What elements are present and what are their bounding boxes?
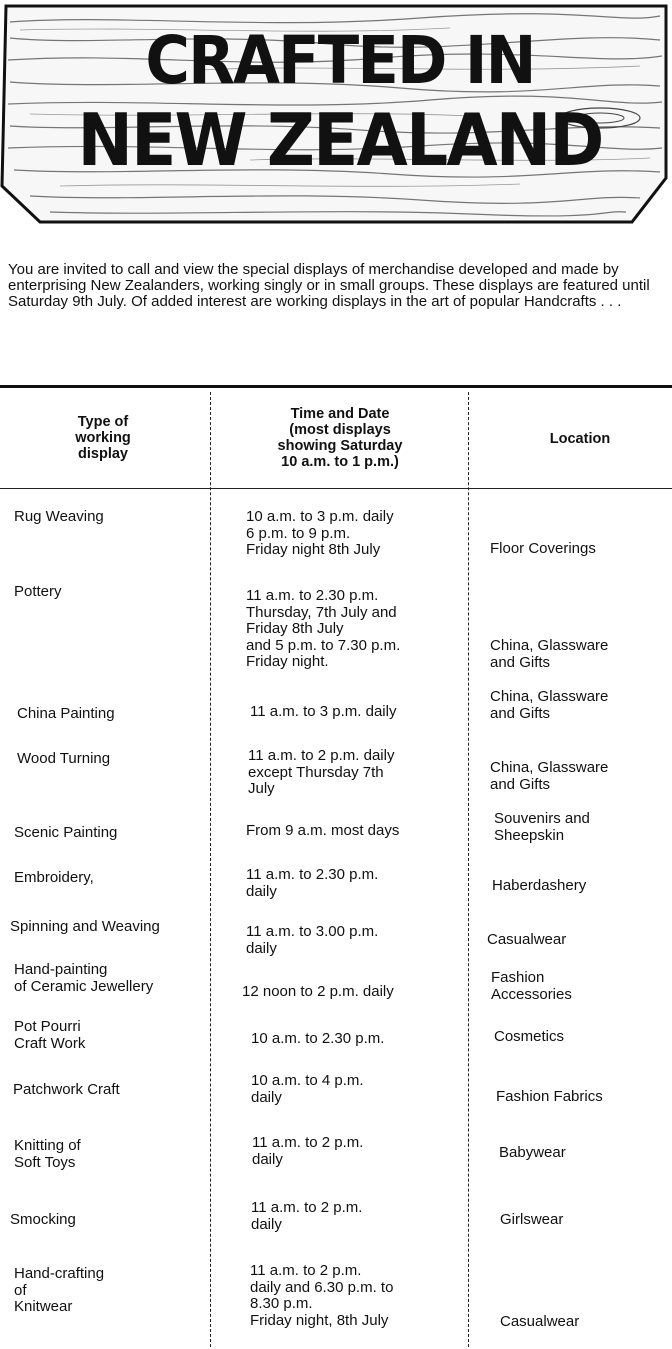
row-7-location: Casualwear [487,931,567,948]
row-8-location: Fashion Accessories [491,969,572,1003]
row-2-time: 11 a.m. to 2.30 p.m. Thursday, 7th July and Friday 8th July and 5 p.m. to 7.30 p.m. Friday night. [246,587,401,670]
row-11-location: Babywear [499,1144,566,1161]
header-location: Location [549,431,611,447]
row-6-type: Embroidery, [14,869,94,886]
row-12-time: 11 a.m. to 2 p.m. daily [251,1199,363,1233]
banner-title-line1: CRAFTED IN [145,22,535,99]
row-10-location: Fashion Fabrics [496,1088,603,1105]
row-4-time: 11 a.m. to 2 p.m. daily except Thursday 7th July [248,747,395,797]
table-top-rule [0,385,672,388]
row-12-type: Smocking [10,1211,76,1228]
row-7-type: Spinning and Weaving [10,918,160,935]
row-10-type: Patchwork Craft [13,1081,120,1098]
row-13-type: Hand-crafting of Knitwear [14,1265,105,1315]
header-type: Type of working display [75,414,131,462]
row-9-time: 10 a.m. to 2.30 p.m. [251,1030,385,1047]
row-5-location: Souvenirs and Sheepskin [494,810,590,844]
row-3-location: China, Glassware and Gifts [490,688,609,722]
intro-paragraph: You are invited to call and view the special displays of merchandise developed and made by enterprising New Zealanders, working singly or in small groups. These displays are featured until Saturday 9th July. Of added interest are working displays in the art of popular Handcrafts . . . [8,261,650,310]
row-4-type: Wood Turning [17,750,111,767]
row-1-location: Floor Coverings [490,540,596,557]
row-1-time: 10 a.m. to 3 p.m. daily 6 p.m. to 9 p.m. Friday night 8th July [246,508,394,558]
row-11-time: 11 a.m. to 2 p.m. daily [252,1134,364,1168]
row-7-time: 11 a.m. to 3.00 p.m. daily [246,923,379,957]
row-6-time: 11 a.m. to 2.30 p.m. daily [246,866,379,900]
table-header-rule [0,488,672,489]
row-12-location: Girlswear [500,1211,564,1228]
row-1-type: Rug Weaving [14,508,104,525]
row-13-location: Casualwear [500,1313,580,1330]
row-3-type: China Painting [17,705,115,722]
row-9-location: Cosmetics [494,1028,565,1045]
row-2-type: Pottery [14,583,62,600]
banner-title-line2: NEW ZEALAND [77,98,603,182]
column-divider-1 [210,392,211,1347]
banner [0,0,672,230]
row-8-time: 12 noon to 2 p.m. daily [242,983,394,1000]
row-5-time: From 9 a.m. most days [246,822,400,839]
header-time-date: Time and Date (most displays showing Saturday 10 a.m. to 1 p.m.) [277,406,403,470]
row-13-time: 11 a.m. to 2 p.m. daily and 6.30 p.m. to 8.30 p.m. Friday night, 8th July [250,1262,394,1329]
row-3-time: 11 a.m. to 3 p.m. daily [250,703,397,720]
row-9-type: Pot Pourri Craft Work [14,1018,86,1052]
row-2-location: China, Glassware and Gifts [490,637,609,671]
row-10-time: 10 a.m. to 4 p.m. daily [251,1072,364,1106]
row-6-location: Haberdashery [492,877,587,894]
row-11-type: Knitting of Soft Toys [14,1137,81,1171]
row-4-location: China, Glassware and Gifts [490,759,609,793]
row-5-type: Scenic Painting [14,824,118,841]
row-8-type: Hand-painting of Ceramic Jewellery [14,961,154,995]
